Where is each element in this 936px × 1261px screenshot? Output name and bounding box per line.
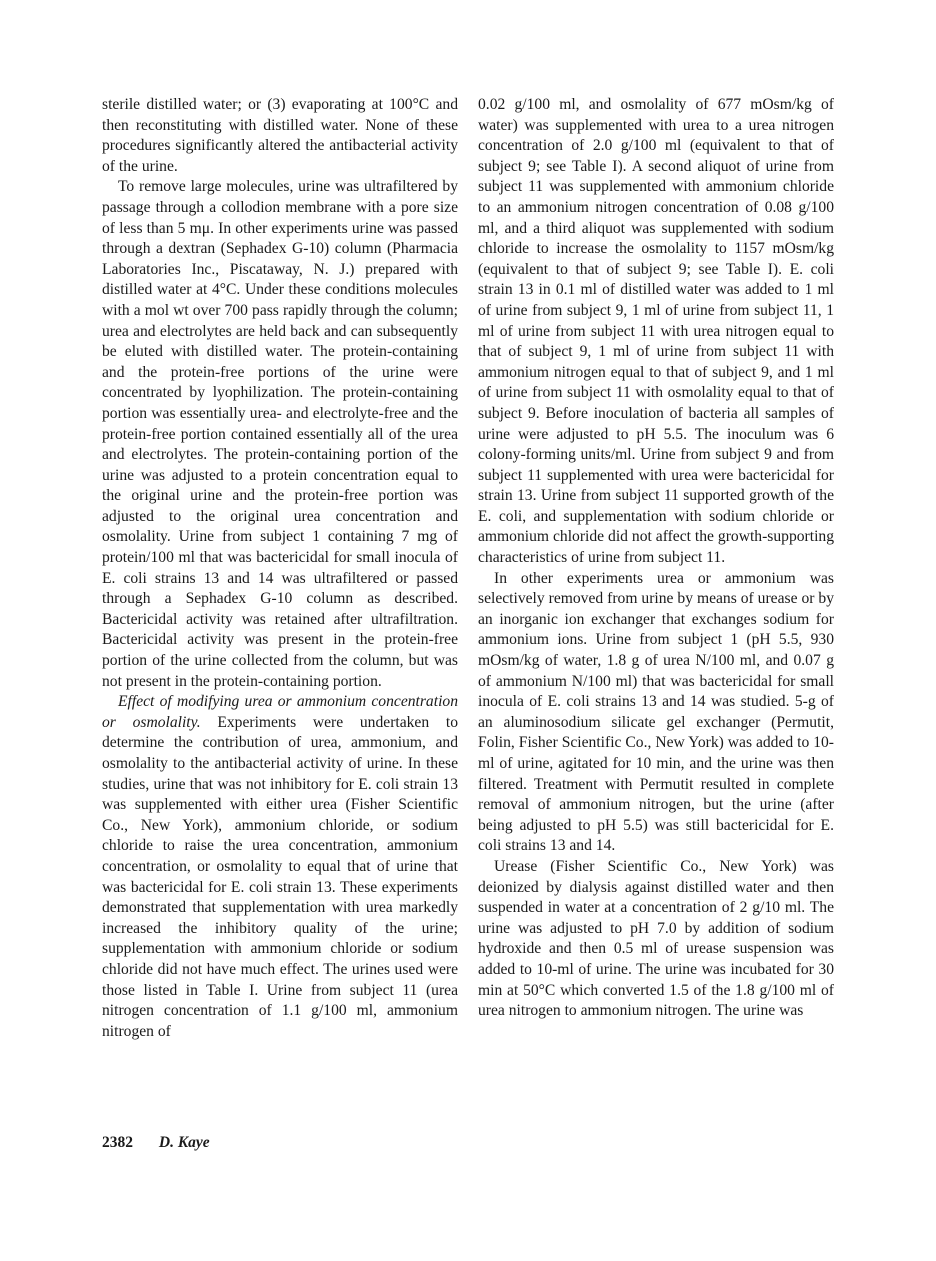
paragraph-urine-treatments-end: sterile distilled water; or (3) evaporating at 100°C and then reconstituting with distilled water. None of these procedures significantly altered the antibacterial activity of the urine. <box>102 96 458 175</box>
section-run-in-heading: Effect of modifying urea or ammonium concentration or osmolality. <box>102 693 458 731</box>
paragraph-effect-body: Experiments were undertaken to determine the contribution of urea, ammonium, and osmolality to the antibacterial activity of urine. In these studies, urine that was not inhibitory for E. coli strain 13 was supplemented with either urea (Fisher Scientific Co., New York), ammonium chloride, or sodium chloride to raise the urea concentration, ammonium concentration, or osmolality to equal that of urine that was bactericidal for E. coli strain 13. These experiments demonstrated that supplementation with urea markedly increased the inhibitory quality of the urine; supplementation with ammonium chloride or sodium chloride did not have much effect. The urines used were those listed in Table I. Urine from subject 11 (urea nitrogen concentration of 1.1 g/100 ml, ammonium nitrogen of <box>102 713 459 1040</box>
paragraph-ultrafiltration: To remove large molecules, urine was ultrafiltered by passage through a collodion membrane with a pore size of less than 5 mμ. In other experiments urine was passed through a dextran (Sephadex G-10) column (Pharmacia Laboratories Inc., Piscataway, N. J.) prepared with distilled water at 4°C. Under these conditions molecules with a mol wt over 700 pass rapidly through the column; urea and electrolytes are held back and can subsequently be eluted with distilled water. The protein-containing and the protein-free portions of the urine were concentrated by lyophilization. The protein-containing portion was essentially urea- and electrolyte-free and the protein-free portion contained essentially all of the urea and electrolytes. The protein-containing portion of the urine was adjusted to a protein concentration equal to the original urine and the protein-free portion was adjusted to the original urea concentration and osmolality. Urine from subject 1 containing 7 mg of protein/100 ml that was bactericidal for small inocula of E. coli strains 13 and 14 was ultrafiltered or passed through a Sephadex G-10 column as described. Bactericidal activity was retained after ultrafiltration. Bactericidal activity was present in the protein-free portion of the urine collected from the column, but was not present in the protein-containing portion. <box>102 178 458 690</box>
left-column <box>102 95 458 1042</box>
page-footer <box>102 1134 210 1152</box>
paragraph-urease: Urease (Fisher Scientific Co., New York) was deionized by dialysis against distilled water and then suspended in water at a concentration of 2 g/10 ml. The urine was adjusted to pH 7.0 by addition of sodium hydroxide and then 0.5 ml of urease suspension was added to 10-ml of urine. The urine was incubated for 30 min at 50°C which converted 1.5 of the 1.8 g/100 ml of urea nitrogen to ammonium nitrogen. The urine was <box>478 857 834 1020</box>
right-column <box>478 95 834 1022</box>
paragraph-effect-of-modifying <box>102 692 458 1042</box>
paragraph-ion-exchanger: In other experiments urea or ammonium was selectively removed from urine by means of urease or by an inorganic ion exchanger that exchanges sodium for ammonium ions. Urine from subject 1 (pH 5.5, 930 mOsm/kg of water, 1.8 g of urea N/100 ml, and 0.07 g of ammonium N/100 ml) that was bactericidal for small inocula of E. coli strains 13 and 14 was studied. 5-g of an aluminosodium silicate gel exchanger (Permutit, Folin, Fisher Scientific Co., New York) was added to 10-ml of urine, agitated for 10 min, and the urine was then filtered. Treatment with Permutit resulted in complete removal of ammonium nitrogen, but the urine (after being adjusted to pH 5.5) was still bactericidal for E. coli strains 13 and 14. <box>478 569 834 855</box>
page-number: 2382 <box>102 1134 133 1151</box>
paragraph-subject-11-supplementation: 0.02 g/100 ml, and osmolality of 677 mOsm/kg of water) was supplemented with urea to a urea nitrogen concentration of 2.0 g/100 ml (equivalent to that of subject 9; see Table I). A second aliquot of urine from subject 11 was supplemented with ammonium chloride to an ammonium nitrogen concentration of 0.08 g/100 ml, and a third aliquot was supplemented with sodium chloride to increase the osmolality to 1157 mOsm/kg (equivalent to that of subject 9; see Table I). E. coli strain 13 in 0.1 ml of distilled water was added to 1 ml of urine from subject 9, 1 ml of urine from subject 11, 1 ml of urine from subject 11 with urea nitrogen equal to that of subject 9, 1 ml of urine from subject 11 with ammonium nitrogen equal to that of subject 9, and 1 ml of urine from subject 11 with osmolality equal to that of subject 9. Before inoculation of bacteria all samples of urine were adjusted to pH 5.5. The inoculum was 6 colony-forming units/ml. Urine from subject 9 and from subject 11 supplemented with urea were bactericidal for strain 13. Urine from subject 11 supported growth of the E. coli, and supplementation with sodium chloride or ammonium chloride did not affect the growth-supporting characteristics of urine from subject 11. <box>478 96 834 567</box>
running-author: D. Kaye <box>158 1134 210 1151</box>
